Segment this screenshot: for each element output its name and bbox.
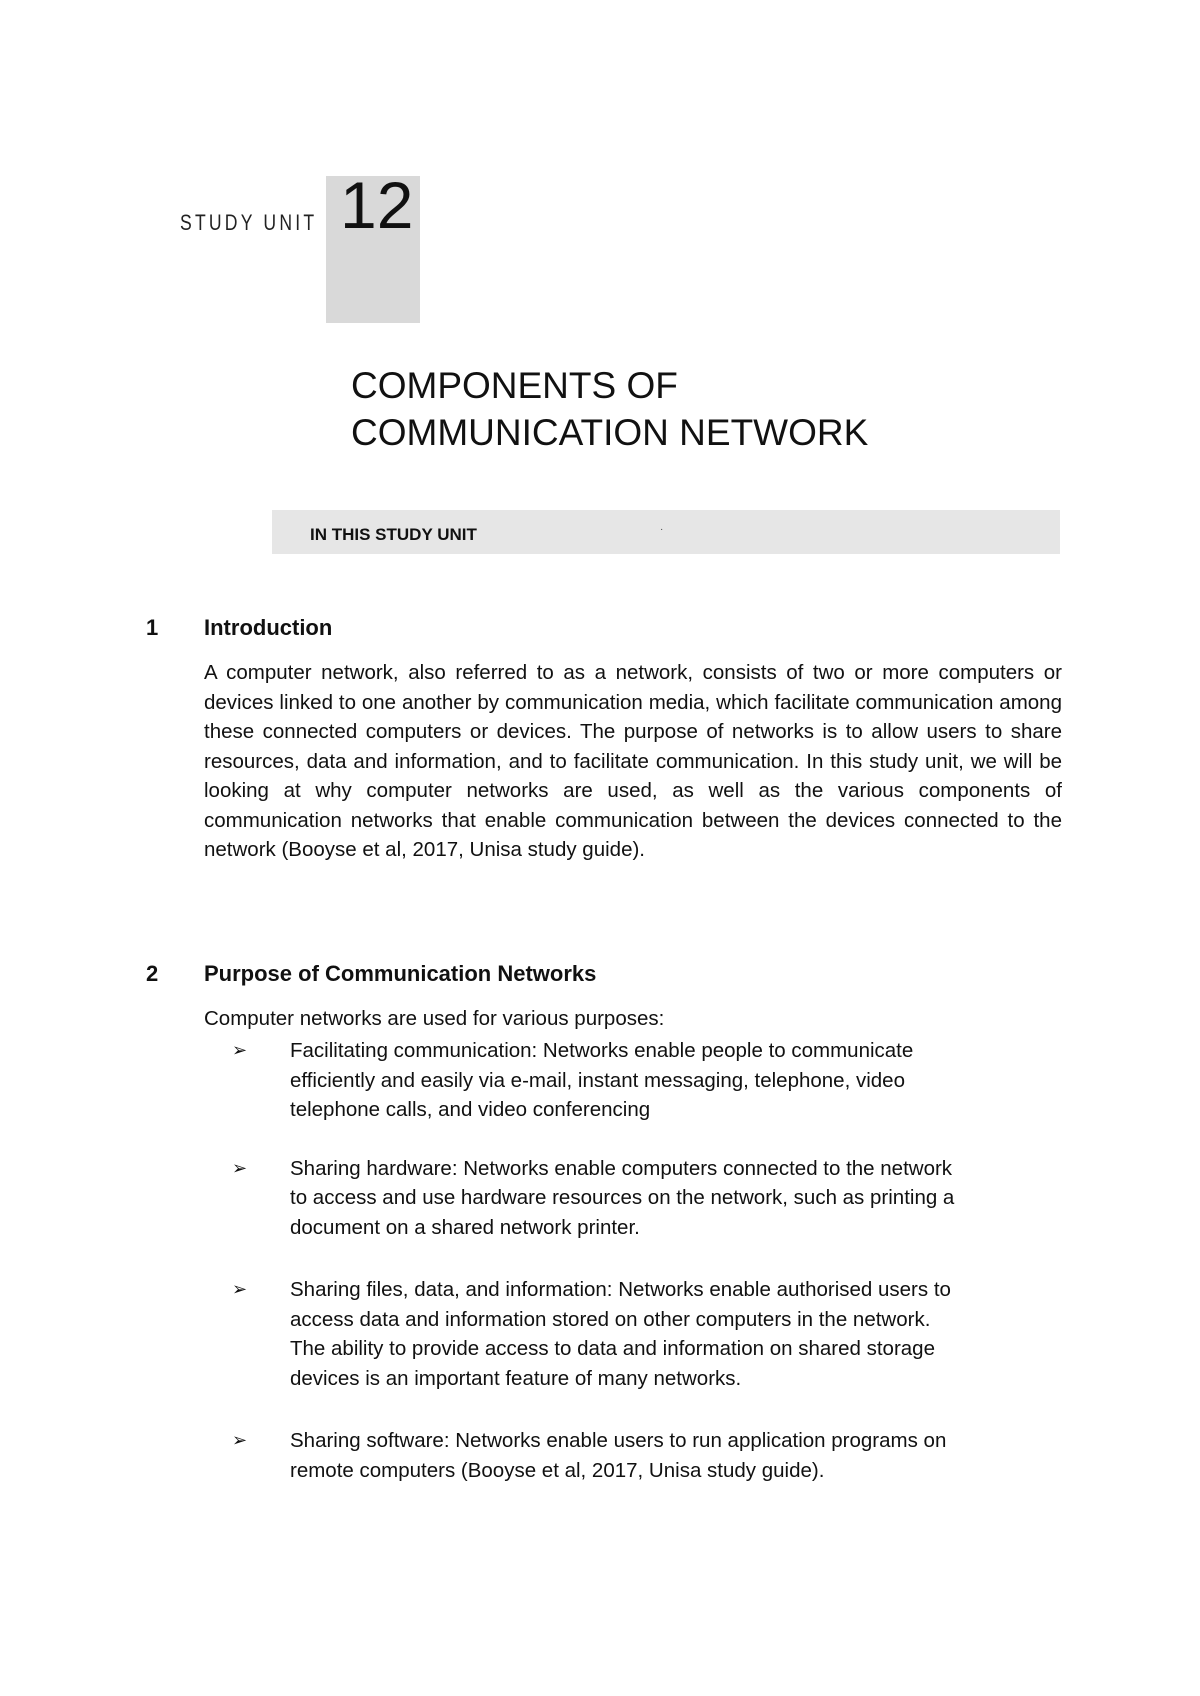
- bullet-text-line: Facilitating communication: Networks enable people to communicate: [290, 1039, 914, 1062]
- section-number-2: 2: [146, 961, 159, 986]
- section-number-1: 1: [146, 615, 159, 640]
- page-title: [351, 362, 868, 456]
- arrow-bullet-icon: ➢: [232, 1430, 248, 1450]
- page-title-line-1: COMPONENTS OF: [351, 365, 678, 406]
- in-this-study-unit-label: IN THIS STUDY UNIT: [310, 525, 477, 544]
- bullet-text-line: Sharing files, data, and information: Networks enable authorised users to: [290, 1278, 951, 1301]
- bullet-text-line: access data and information stored on other computers in the network.: [290, 1307, 931, 1331]
- arrow-bullet-icon: ➢: [232, 1157, 248, 1178]
- in-this-study-unit-dot: ·: [660, 524, 664, 535]
- arrow-bullet-icon: ➢: [232, 1279, 248, 1299]
- unit-number: 12: [340, 168, 414, 242]
- bullet-text-line: The ability to provide access to data and information on shared storage: [290, 1337, 935, 1360]
- bullet-text-line: Sharing hardware: Networks enable computers connected to the network: [290, 1156, 953, 1180]
- bullet-sharing-files: [232, 1275, 1032, 1393]
- study-unit-label: STUDY UNIT: [180, 210, 318, 235]
- bullet-text-line: document on a shared network printer.: [290, 1215, 640, 1239]
- bullet-sharing-software: [232, 1426, 1032, 1485]
- in-this-study-unit-bar: [272, 510, 1060, 554]
- page-title-line-2: COMMUNICATION NETWORK: [351, 412, 869, 453]
- bullet-text-line: devices is an important feature of many networks.: [290, 1366, 742, 1390]
- introduction-paragraph: A computer network, also referred to as a network, consists of two or more computers or devices linked to one another by communication media, which facilitate communication among these connected computers or devices. The purpose of networks is to allow users to share resources, data and information, and to facilitate communication. In this study unit, we will be looking at why computer networks are used, as well as the various components of communication networks that enable communication between the devices connected to the network (Booyse et al, 2017, Unisa study guide).: [204, 661, 1062, 861]
- bullet-text-line: to access and use hardware resources on the network, such as printing a: [290, 1186, 955, 1209]
- bullet-text-line: telephone calls, and video conferencing: [290, 1098, 651, 1121]
- bullet-text-line: remote computers (Booyse et al, 2017, Unisa study guide).: [290, 1458, 825, 1482]
- arrow-bullet-icon: ➢: [232, 1040, 248, 1060]
- section-heading-introduction: Introduction: [204, 615, 333, 640]
- bullet-sharing-hardware: [232, 1154, 1032, 1243]
- purpose-bullet-list: [232, 1036, 1032, 1485]
- section-heading-purpose: Purpose of Communication Networks: [204, 961, 597, 986]
- bullet-text-line: Sharing software: Networks enable users to run application programs on: [290, 1429, 947, 1452]
- purpose-intro-text: Computer networks are used for various purposes:: [204, 1007, 665, 1030]
- bullet-text-line: efficiently and easily via e-mail, instant messaging, telephone, video: [290, 1068, 905, 1092]
- bullet-facilitating-communication: [232, 1036, 1032, 1125]
